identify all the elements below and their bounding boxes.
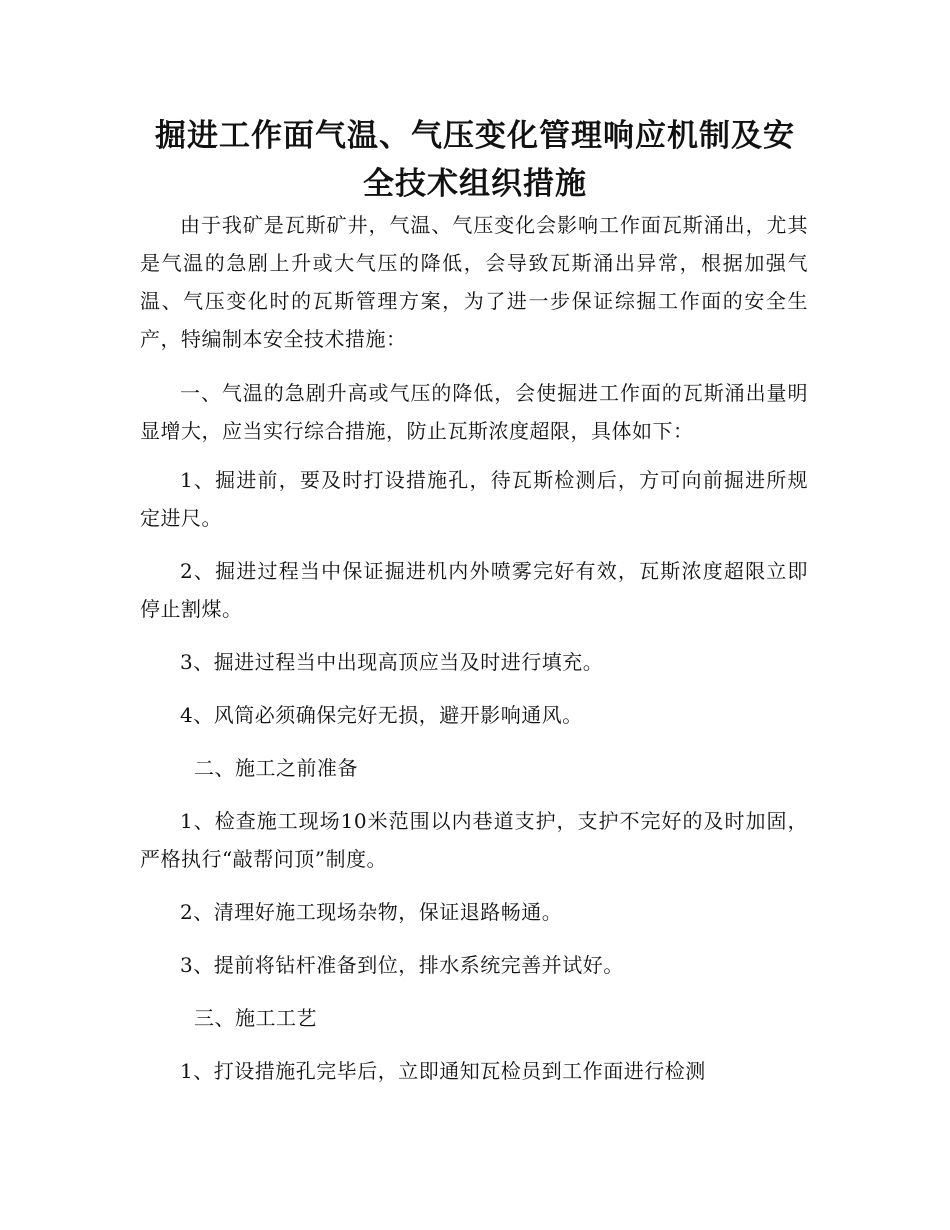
section-1-heading: 一、气温的急剧升高或气压的降低，会使掘进工作面的瓦斯涌出量明显增大，应当实行综合措施，防止瓦斯浓度超限，具体如下： bbox=[140, 381, 808, 443]
document-body bbox=[140, 206, 808, 1105]
intro-paragraph: 由于我矿是瓦斯矿井，气温、气压变化会影响工作面瓦斯涌出，尤其是气温的急剧上升或大气压的降低，会导致瓦斯涌出异常，根据加强气温、气压变化时的瓦斯管理方案，为了进一步保证综掘工作面的安全生产，特编制本安全技术措施： bbox=[140, 213, 808, 351]
section-3-heading: 三、施工工艺 bbox=[194, 1006, 317, 1030]
section-2-item-1: 1、检查施工现场10米范围以内巷道支护，支护不完好的及时加固，严格执行“敲帮问顶”制度。 bbox=[140, 809, 808, 871]
section-3-item-1: 1、打设措施孔完毕后，立即通知瓦检员到工作面进行检测 bbox=[180, 1059, 706, 1083]
section-2-item-2: 2、清理好施工现场杂物，保证退路畅通。 bbox=[180, 900, 563, 924]
section-1-item-2: 2、掘进过程当中保证掘进机内外喷雾完好有效，瓦斯浓度超限立即停止割煤。 bbox=[140, 559, 808, 621]
section-1-item-1: 1、掘进前，要及时打设措施孔，待瓦斯检测后，方可向前掘进所规定进尺。 bbox=[140, 468, 808, 530]
section-1-item-4: 4、风筒必须确保完好无损，避开影响通风。 bbox=[180, 703, 583, 727]
section-1-item-3: 3、掘进过程当中出现高顶应当及时进行填充。 bbox=[180, 650, 604, 674]
section-2-item-3: 3、提前将钻杆准备到位，排水系统完善并试好。 bbox=[180, 953, 624, 977]
document-title: 掘进工作面气温、气压变化管理响应机制及安全技术组织措施 bbox=[155, 118, 795, 202]
section-2-heading: 二、施工之前准备 bbox=[194, 756, 358, 780]
